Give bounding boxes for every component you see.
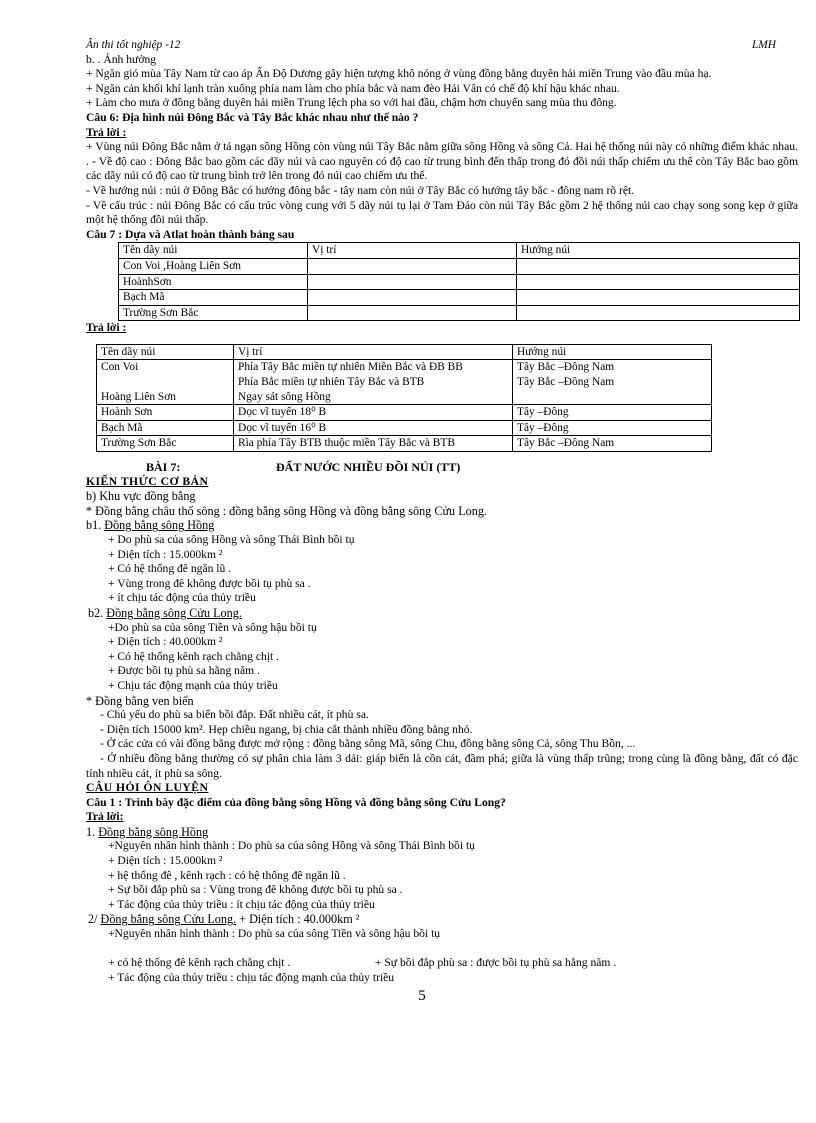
lesson-name: ĐẤT NƯỚC NHIỀU ĐỒI NÚI (TT) xyxy=(276,460,461,475)
header-left: Ân thi tốt nghiệp -12 xyxy=(86,39,181,51)
list-item: - Diện tích 15000 km². Hẹp chiều ngang, bị chia cắt thành nhiều đồng bằng nhỏ. xyxy=(100,722,473,736)
list-item: - Ở các cửa có vài đồng bằng được mở rộng : đồng bằng sông Mã, sông Chu, đồng bằng sông Cả, sông Thu Bồn, ... xyxy=(100,737,636,751)
lesson-title xyxy=(86,460,798,475)
a1-title: Đồng bằng sông Hồng xyxy=(98,824,209,839)
blank-header-position: Vị trí xyxy=(308,243,517,259)
position-line: Phía Bắc miền tự nhiên Tây Bắc và BTB xyxy=(238,376,425,389)
position-cell: Rìa phía Tây BTB thuộc miền Tây Bắc và BTB xyxy=(234,436,513,452)
position-line: Phía Tây Bắc miền tự nhiên Miền Bắc và ĐB BB xyxy=(238,361,463,374)
list-item: - Chủ yếu do phù sa biển bồi đắp. Đất nhiều cát, ít phù sa. xyxy=(100,708,369,722)
list-item-row xyxy=(86,956,798,971)
list-item: + Diện tích : 40.000km ² xyxy=(108,635,223,649)
q7-answer-table xyxy=(96,344,712,452)
q6-answer-label: Trả lời : xyxy=(86,125,127,139)
b1-label: b1. xyxy=(86,518,102,533)
position-cell: Dọc vĩ tuyến 16⁰ B xyxy=(234,420,513,436)
q7-answer-label: Trả lời : xyxy=(86,321,127,335)
direction-line: Tây Bắc –Đông Nam xyxy=(517,376,615,389)
review-q1: Câu 1 : Trình bày đặc điểm của đồng bằng sông Hồng và đồng bằng sông Cửu Long? xyxy=(86,795,506,809)
a1-heading xyxy=(86,825,798,840)
table-row xyxy=(97,360,712,405)
list-item: + Tác động của thủy triều : ít chịu tác động của thủy triều xyxy=(108,897,375,911)
blank-row-name: Trường Sơn Bắc xyxy=(119,305,308,321)
page xyxy=(86,38,798,1004)
answer-header-position: Vị trí xyxy=(234,344,513,360)
blank-cell xyxy=(517,290,800,306)
list-item: + Có hệ thống kênh rạch chằng chịt . xyxy=(108,649,280,663)
review-answer-label: Trả lời: xyxy=(86,810,124,824)
name-cell: Bạch Mã xyxy=(97,420,234,436)
answer-header-name: Tên dãy núi xyxy=(97,344,234,360)
q6-line-3: - Về hướng núi : núi ở Đông Bắc có hướng đông bắc - tây nam còn núi ở Tây Bắc có hướng tây bắc - đông nam rõ rệt. xyxy=(86,183,635,197)
coast-title: * Đồng bằng ven biển xyxy=(86,693,194,708)
list-item: + Do phù sa của sông Hồng và sông Thái Bình bồi tụ xyxy=(108,533,355,546)
direction-cell: Tây –Đông xyxy=(513,420,712,436)
blank-cell xyxy=(308,258,517,274)
b1-title: Đồng bằng sông Hồng xyxy=(104,518,215,533)
blank-cell xyxy=(517,305,800,321)
name-cell: Hoành Sơn xyxy=(97,405,234,421)
list-item: + Sự bồi đắp phù sa : Vùng trong đê không được bồi tụ phù sa . xyxy=(108,883,403,897)
intro-point-1: + Ngăn gió mùa Tây Nam từ cao áp Ấn Độ Dương gây hiện tượng khô nóng ở vùng đồng bằng duyên hải miền Trung vào đầu mùa hạ. xyxy=(86,67,712,81)
section-b: b) Khu vực đồng bằng xyxy=(86,489,196,504)
blank-header-name: Tên dãy núi xyxy=(119,243,308,259)
spacer xyxy=(86,942,798,957)
list-item: + có hệ thống đê kênh rạch chằng chịt . xyxy=(108,956,291,970)
review-heading: CÂU HỎI ÔN LUYỆN xyxy=(86,781,209,795)
position-line: Ngay sát sông Hồng xyxy=(238,390,331,403)
blank-cell xyxy=(308,290,517,306)
name-line: Hoàng Liên Sơn xyxy=(101,390,176,403)
name-cell xyxy=(97,360,234,405)
q6-line-1: + Vùng núi Đông Bắc nằm ở tả ngạn sông Hồng còn vùng núi Tây Bắc nằm giữa sông Hồng và sông Cả. Hai hệ thống núi này có những điểm khác nhau. xyxy=(86,140,798,154)
blank-header-direction: Hướng núi xyxy=(517,243,800,259)
position-cell: Dọc vĩ tuyến 18⁰ B xyxy=(234,405,513,421)
position-cell xyxy=(234,360,513,405)
list-item: + hệ thống đê , kênh rạch : có hệ thống đê ngăn lũ . xyxy=(108,868,346,882)
list-item: + Có hệ thống đê ngăn lũ . xyxy=(108,562,232,576)
q7-blank-table xyxy=(118,242,800,321)
blank-cell xyxy=(517,258,800,274)
blank-cell xyxy=(517,274,800,290)
direction-cell: Tây Bắc –Đông Nam xyxy=(513,436,712,452)
page-header xyxy=(86,38,798,53)
q6-line-2: . - Về độ cao : Đông Bắc bao gồm các dãy núi và cao nguyên có độ cao từ trung bình đến thấp trong đó đồi núi thấp chiếm ưu thế còn Tây Bắc bao gồm các dãy núi có độ cao từ trung bình trở lên trong đó núi cao chiếm ưu thế. xyxy=(86,154,798,183)
q7-question: Câu 7 : Dựa và Atlat hoàn thành bảng sau xyxy=(86,227,295,241)
blank-cell xyxy=(308,305,517,321)
header-right: LMH xyxy=(751,39,776,51)
list-item: + Diện tích : 15.000km ² xyxy=(108,854,223,868)
b2-label: b2. xyxy=(88,605,104,620)
list-item: + Sự bồi đắp phù sa : được bồi tụ phù sa hằng năm . xyxy=(374,956,617,970)
q6-question: Câu 6: Địa hình núi Đông Bắc và Tây Bắc khác nhau như thế nào ? xyxy=(86,110,419,124)
blank-cell xyxy=(308,274,517,290)
list-item: + ít chịu tác động của thủy triều xyxy=(108,591,256,605)
a1-num: 1. xyxy=(86,824,96,839)
intro-point-3: + Làm cho mưa ở đồng bằng duyên hải miền Trung lệch pha so với hai đầu, chậm hơn chuyển sang mùa thu đông. xyxy=(86,96,617,110)
intro-point-2: + Ngăn cản khối khí lạnh tràn xuống phía nam làm cho phía bắc và nam đèo Hải Vân có chế độ khí hậu khác nhau. xyxy=(86,81,620,95)
list-item: + Diện tích : 15.000km ² xyxy=(108,547,223,561)
list-item: - Ở nhiều đồng bằng thường có sự phân chia làm 3 dải: giáp biển là cồn cát, đầm phá; giữa là vùng thấp trũng; trong cùng là đồng bằng, đất có đặc tính nhiều cát, ít phù sa sông. xyxy=(86,751,798,780)
name-cell: Trường Sơn Bắc xyxy=(97,436,234,452)
b2-title: Đồng bằng sông Cửu Long. xyxy=(106,605,242,620)
q6-line-4: - Về cấu trúc : núi Đông Bắc có cấu trúc vòng cung với 5 dãy núi tụ lại ở Tam Đảo còn núi Tây Bắc gồm 2 hệ thống núi cao chạy song song kẹp ở giữa một hệ thống đồi núi thấp. xyxy=(86,198,798,227)
b1-heading xyxy=(86,518,798,533)
blank-row-name: Con Voi ,Hoàng Liên Sơn xyxy=(119,258,308,274)
blank-row-name: Bạch Mã xyxy=(119,290,308,306)
table-row xyxy=(97,420,712,436)
name-line xyxy=(101,375,229,390)
a2-num: 2/ xyxy=(88,912,98,927)
direction-cell: Tây –Đông xyxy=(513,405,712,421)
list-item: + Tác động của thủy triều : chịu tác động mạnh của thủy triều xyxy=(108,970,395,984)
a2-title: Đồng bằng sông Cửu Long. xyxy=(100,912,237,927)
lesson-number: BÀI 7: xyxy=(146,460,181,475)
name-line: Con Voi xyxy=(101,361,139,374)
table-row xyxy=(97,405,712,421)
knowledge-heading: KIẾN THỨC CƠ BẢN xyxy=(86,474,209,488)
a2-heading xyxy=(86,912,798,927)
direction-line: Tây Bắc –Đông Nam xyxy=(517,361,615,374)
list-item: +Nguyên nhân hình thành : Do phù sa của sông Tiền và sông hậu bồi tụ xyxy=(108,927,441,941)
page-number: 5 xyxy=(418,988,426,1005)
list-item: + Vùng trong đê không được bồi tụ phù sa . xyxy=(108,576,311,590)
list-item: + Chịu tác động mạnh của thủy triều xyxy=(108,678,278,692)
answer-header-direction: Hướng núi xyxy=(513,344,712,360)
direction-cell xyxy=(513,360,712,405)
intro-label: b. . Ảnh hưởng xyxy=(86,52,157,66)
blank-row-name: HoànhSơn xyxy=(119,274,308,290)
table-row xyxy=(97,436,712,452)
delta-intro: * Đồng bằng châu thổ sông : đồng bằng sông Hồng và đồng bằng sông Cửu Long. xyxy=(86,503,487,518)
b2-heading xyxy=(86,606,798,621)
a2-area: + Diện tích : 40.000km ² xyxy=(239,912,360,927)
list-item: +Do phù sa của sông Tiền và sông hậu bồi tụ xyxy=(108,620,317,634)
list-item: +Nguyên nhân hình thành : Do phù sa của sông Hồng và sông Thái Bình bồi tụ xyxy=(108,839,475,853)
list-item: + Được bồi tụ phù sa hằng năm . xyxy=(108,664,260,678)
